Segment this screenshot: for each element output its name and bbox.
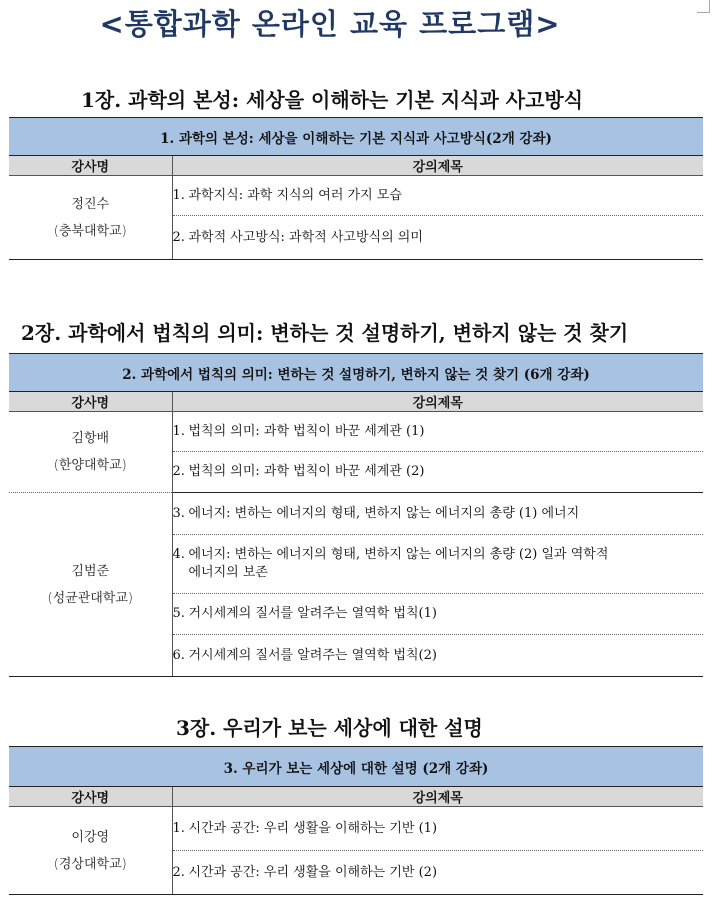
chapter-1-table: [9, 117, 703, 260]
instructor-cell: [9, 412, 172, 493]
lecture-title: [172, 216, 703, 260]
lecture-number: 6.: [172, 647, 185, 663]
chapter-1-heading: 1장. 과학의 본성: 세상을 이해하는 기본 지식과 사고방식: [81, 88, 584, 112]
lecture-title-text: 거시세계의 질서를 알려주는 열역학 법칙(1): [188, 606, 437, 621]
chapter-2-heading: 2장. 과학에서 법칙의 의미: 변하는 것 설명하기, 변하지 않는 것 찾기: [21, 321, 629, 345]
chapter-2-banner: 2. 과학에서 법칙의 의미: 변하는 것 설명하기, 변하지 않는 것 찾기 (6개 강좌): [9, 354, 703, 392]
lecture-title-text: 에너지: 변하는 에너지의 형태, 변하지 않는 에너지의 총량 (1) 에너지: [188, 505, 580, 521]
lecture-title: [172, 493, 703, 535]
instructor-cell: [9, 493, 172, 677]
instructor-affiliation: (충북대학교): [53, 223, 127, 239]
lecture-title: [172, 176, 703, 216]
instructor-cell: [9, 176, 172, 260]
lecture-column-header: 강의제목: [172, 392, 703, 412]
instructor-name: 김범준: [71, 563, 110, 579]
lecture-title: [172, 535, 703, 594]
lecture-number: 4.: [172, 547, 185, 562]
lecture-number: 2.: [172, 229, 185, 245]
lecture-title-text: 에너지: 변하는 에너지의 형태, 변하지 않는 에너지의 총량 (2) 일과 역학적 에너지의 보존: [188, 547, 609, 580]
chapter-3-banner: 3. 우리가 보는 세상에 대한 설명 (2개 강좌): [9, 747, 703, 787]
instructor-column-header: 강사명: [9, 787, 172, 807]
instructor-name: 정진수: [71, 196, 110, 212]
lecture-title-text: 법칙의 의미: 과학 법칙이 바꾼 세계관 (2): [188, 464, 425, 479]
chapter-2-table: [9, 353, 703, 677]
lecture-title-text: 과학적 사고방식: 과학적 사고방식의 의미: [188, 229, 423, 245]
lecture-column-header: 강의제목: [172, 787, 703, 807]
page-title: <통합과학 온라인 교육 프로그램>: [99, 7, 561, 41]
lecture-title: [172, 635, 703, 677]
page-corner-mark: [697, 0, 710, 13]
instructor-affiliation: (성균관대학교): [47, 590, 133, 606]
lecture-title: [172, 851, 703, 895]
lecture-title: [172, 452, 703, 493]
lecture-number: 2.: [172, 464, 185, 479]
lecture-title-text: 시간과 공간: 우리 생활을 이해하는 기반 (2): [188, 864, 438, 880]
chapter-3-table: [9, 746, 703, 895]
instructor-column-header: 강사명: [9, 392, 172, 412]
lecture-number: 1.: [172, 423, 185, 439]
instructor-affiliation: (한양대학교): [53, 458, 127, 473]
lecture-title-text: 거시세계의 질서를 알려주는 열역학 법칙(2): [188, 647, 437, 663]
lecture-title: [172, 594, 703, 635]
lecture-number: 5.: [172, 606, 185, 621]
chapter-3-heading: 3장. 우리가 보는 세상에 대한 설명: [176, 716, 483, 740]
lecture-title-text: 과학지식: 과학 지식의 여러 가지 모습: [188, 187, 402, 203]
lecture-column-header: 강의제목: [172, 156, 703, 176]
lecture-number: 1.: [172, 820, 185, 836]
instructor-cell: [9, 807, 172, 895]
lecture-title: [172, 412, 703, 452]
lecture-title-text: 법칙의 의미: 과학 법칙이 바꾼 세계관 (1): [188, 423, 425, 439]
chapter-1-banner: 1. 과학의 본성: 세상을 이해하는 기본 지식과 사고방식(2개 강좌): [9, 118, 703, 156]
lecture-title: [172, 807, 703, 851]
lecture-number: 3.: [172, 505, 185, 521]
instructor-name: 이강영: [71, 829, 110, 845]
instructor-name: 김항배: [71, 431, 110, 446]
lecture-number: 2.: [172, 864, 185, 880]
lecture-number: 1.: [172, 187, 185, 203]
instructor-affiliation: (경상대학교): [53, 856, 127, 872]
lecture-title-text: 시간과 공간: 우리 생활을 이해하는 기반 (1): [188, 820, 438, 836]
instructor-column-header: 강사명: [9, 156, 172, 176]
